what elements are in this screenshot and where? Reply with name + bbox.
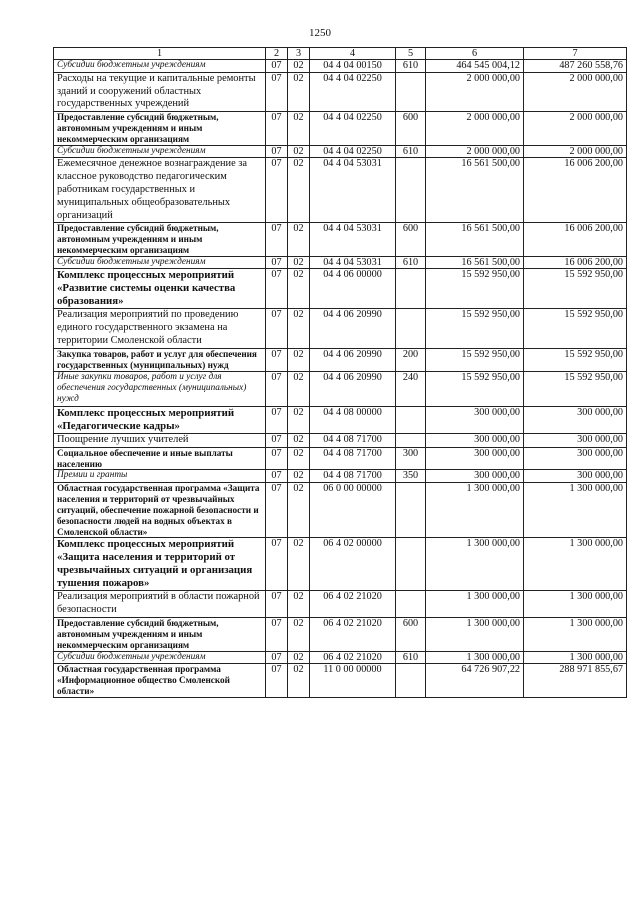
row-subsection-cell: 02 [288,591,310,618]
row-section-cell: 07 [266,664,288,698]
row-name-cell: Поощрение лучших учителей [54,433,266,447]
row-amount-year1-cell: 1 300 000,00 [426,482,524,538]
table-row [54,60,627,72]
row-expense-type-cell: 610 [396,257,426,269]
row-target-code-cell: 04 4 04 53031 [310,223,396,257]
row-expense-type-cell: 240 [396,371,426,406]
row-amount-year2-cell: 288 971 855,67 [524,664,627,698]
row-amount-year1-cell: 16 561 500,00 [426,158,524,223]
row-subsection-cell: 02 [288,309,310,348]
table-row [54,591,627,618]
row-section-cell: 07 [266,112,288,146]
row-amount-year1-cell: 15 592 950,00 [426,309,524,348]
row-section-cell: 07 [266,538,288,591]
row-subsection-cell: 02 [288,433,310,447]
row-amount-year1-cell: 464 545 004,12 [426,60,524,72]
row-expense-type-cell [396,72,426,111]
row-target-code-cell: 04 4 08 71700 [310,447,396,470]
row-amount-year2-cell: 16 006 200,00 [524,257,627,269]
table-row [54,406,627,433]
row-subsection-cell: 02 [288,371,310,406]
row-section-cell: 07 [266,269,288,309]
table-row [54,309,627,348]
row-name-cell: Предоставление субсидий бюджетным, автономным учреждениям и иным некоммерческим организациям [54,618,266,652]
row-section-cell: 07 [266,158,288,223]
row-expense-type-cell: 610 [396,60,426,72]
row-amount-year2-cell: 15 592 950,00 [524,309,627,348]
row-subsection-cell: 02 [288,618,310,652]
row-section-cell: 07 [266,651,288,663]
row-expense-type-cell: 350 [396,470,426,482]
row-subsection-cell: 02 [288,223,310,257]
row-name-cell: Комплекс процессных мероприятий «Развитие системы оценки качества образования» [54,269,266,309]
row-name-cell: Реализация мероприятий в области пожарной безопасности [54,591,266,618]
row-amount-year2-cell: 1 300 000,00 [524,482,627,538]
row-name-cell: Предоставление субсидий бюджетным, автономным учреждениям и иным некоммерческим организациям [54,223,266,257]
row-target-code-cell: 11 0 00 00000 [310,664,396,698]
row-subsection-cell: 02 [288,406,310,433]
row-name-cell: Премии и гранты [54,470,266,482]
row-amount-year1-cell: 2 000 000,00 [426,72,524,111]
row-amount-year2-cell: 1 300 000,00 [524,651,627,663]
row-target-code-cell: 04 4 04 00150 [310,60,396,72]
table-row [54,112,627,146]
row-expense-type-cell [396,591,426,618]
row-expense-type-cell [396,482,426,538]
row-amount-year1-cell: 2 000 000,00 [426,145,524,157]
row-target-code-cell: 06 4 02 21020 [310,618,396,652]
row-amount-year2-cell: 300 000,00 [524,433,627,447]
row-amount-year2-cell: 16 006 200,00 [524,223,627,257]
row-expense-type-cell [396,269,426,309]
header-cell-3: 3 [288,48,310,60]
page-number: 1250 [309,27,331,39]
row-name-cell: Комплекс процессных мероприятий «Защита населения и территорий от чрезвычайных ситуаций и организация тушения пожаров» [54,538,266,591]
header-cell-4: 4 [310,48,396,60]
row-amount-year1-cell: 1 300 000,00 [426,618,524,652]
table-row [54,145,627,157]
header-cell-7: 7 [524,48,627,60]
row-amount-year2-cell: 2 000 000,00 [524,145,627,157]
table-row [54,447,627,470]
row-amount-year2-cell: 300 000,00 [524,406,627,433]
row-amount-year1-cell: 1 300 000,00 [426,538,524,591]
table-row [54,482,627,538]
row-expense-type-cell: 600 [396,618,426,652]
row-subsection-cell: 02 [288,664,310,698]
row-section-cell: 07 [266,145,288,157]
row-amount-year2-cell: 15 592 950,00 [524,371,627,406]
row-subsection-cell: 02 [288,348,310,371]
row-section-cell: 07 [266,257,288,269]
row-amount-year1-cell: 16 561 500,00 [426,223,524,257]
table-row [54,269,627,309]
row-name-cell: Комплекс процессных мероприятий «Педагогические кадры» [54,406,266,433]
row-amount-year1-cell: 300 000,00 [426,406,524,433]
row-amount-year2-cell: 1 300 000,00 [524,538,627,591]
row-expense-type-cell: 600 [396,223,426,257]
row-expense-type-cell: 300 [396,447,426,470]
row-name-cell: Субсидии бюджетным учреждениям [54,257,266,269]
table-row [54,470,627,482]
row-amount-year2-cell: 300 000,00 [524,470,627,482]
row-section-cell: 07 [266,60,288,72]
row-expense-type-cell [396,309,426,348]
table-row [54,651,627,663]
row-expense-type-cell: 200 [396,348,426,371]
row-amount-year2-cell: 1 300 000,00 [524,618,627,652]
row-section-cell: 07 [266,406,288,433]
row-subsection-cell: 02 [288,72,310,111]
row-name-cell: Субсидии бюджетным учреждениям [54,651,266,663]
row-expense-type-cell: 610 [396,145,426,157]
header-cell-5: 5 [396,48,426,60]
row-name-cell: Предоставление субсидий бюджетным, автономным учреждениям и иным некоммерческим организациям [54,112,266,146]
row-expense-type-cell [396,406,426,433]
row-target-code-cell: 06 4 02 00000 [310,538,396,591]
row-amount-year1-cell: 15 592 950,00 [426,371,524,406]
row-target-code-cell: 06 0 00 00000 [310,482,396,538]
header-cell-1: 1 [54,48,266,60]
row-subsection-cell: 02 [288,158,310,223]
table-row [54,538,627,591]
row-amount-year1-cell: 1 300 000,00 [426,651,524,663]
row-section-cell: 07 [266,433,288,447]
row-subsection-cell: 02 [288,538,310,591]
row-name-cell: Закупка товаров, работ и услуг для обеспечения государственных (муниципальных) нужд [54,348,266,371]
table-row [54,664,627,698]
row-section-cell: 07 [266,591,288,618]
row-name-cell: Ежемесячное денежное вознаграждение за классное руководство педагогическим работникам государственных и муниципальных общеобразовательных организаций [54,158,266,223]
row-subsection-cell: 02 [288,60,310,72]
row-amount-year2-cell: 16 006 200,00 [524,158,627,223]
row-subsection-cell: 02 [288,145,310,157]
row-section-cell: 07 [266,348,288,371]
row-amount-year2-cell: 2 000 000,00 [524,112,627,146]
budget-table [53,47,627,698]
row-name-cell: Областная государственная программа «Информационное общество Смоленской области» [54,664,266,698]
row-section-cell: 07 [266,618,288,652]
row-amount-year1-cell: 16 561 500,00 [426,257,524,269]
row-amount-year1-cell: 1 300 000,00 [426,591,524,618]
row-amount-year2-cell: 1 300 000,00 [524,591,627,618]
row-name-cell: Расходы на текущие и капитальные ремонты зданий и сооружений областных государственных учреждений [54,72,266,111]
table-row [54,618,627,652]
row-amount-year2-cell: 15 592 950,00 [524,348,627,371]
row-name-cell: Иные закупки товаров, работ и услуг для обеспечения государственных (муниципальных) нужд [54,371,266,406]
header-cell-2: 2 [266,48,288,60]
row-subsection-cell: 02 [288,257,310,269]
row-target-code-cell: 06 4 02 21020 [310,651,396,663]
row-target-code-cell: 04 4 04 02250 [310,145,396,157]
row-target-code-cell: 04 4 04 02250 [310,112,396,146]
row-name-cell: Реализация мероприятий по проведению единого государственного экзамена на территории Смоленской области [54,309,266,348]
row-amount-year2-cell: 300 000,00 [524,447,627,470]
row-target-code-cell: 04 4 08 71700 [310,470,396,482]
row-subsection-cell: 02 [288,269,310,309]
row-amount-year2-cell: 487 260 558,76 [524,60,627,72]
table-row [54,223,627,257]
row-amount-year1-cell: 64 726 907,22 [426,664,524,698]
row-section-cell: 07 [266,371,288,406]
row-expense-type-cell [396,664,426,698]
row-name-cell: Областная государственная программа «Защита населения и территорий от чрезвычайных ситуаций, обеспечение пожарной безопасности и безопасности людей на водных объектах в Смоленской области» [54,482,266,538]
row-amount-year1-cell: 300 000,00 [426,433,524,447]
row-expense-type-cell [396,433,426,447]
row-section-cell: 07 [266,447,288,470]
table-row [54,348,627,371]
row-target-code-cell: 04 4 06 20990 [310,371,396,406]
row-name-cell: Социальное обеспечение и иные выплаты населению [54,447,266,470]
row-section-cell: 07 [266,72,288,111]
row-section-cell: 07 [266,482,288,538]
table-row [54,72,627,111]
row-target-code-cell: 06 4 02 21020 [310,591,396,618]
row-subsection-cell: 02 [288,470,310,482]
row-subsection-cell: 02 [288,651,310,663]
row-target-code-cell: 04 4 06 20990 [310,348,396,371]
row-target-code-cell: 04 4 04 53031 [310,158,396,223]
row-section-cell: 07 [266,470,288,482]
row-expense-type-cell: 610 [396,651,426,663]
row-amount-year1-cell: 300 000,00 [426,470,524,482]
header-row [54,48,627,60]
row-name-cell: Субсидии бюджетным учреждениям [54,60,266,72]
row-section-cell: 07 [266,309,288,348]
row-amount-year1-cell: 15 592 950,00 [426,348,524,371]
row-expense-type-cell [396,538,426,591]
row-subsection-cell: 02 [288,112,310,146]
row-subsection-cell: 02 [288,447,310,470]
row-target-code-cell: 04 4 08 00000 [310,406,396,433]
row-amount-year1-cell: 15 592 950,00 [426,269,524,309]
table-row [54,257,627,269]
row-amount-year2-cell: 15 592 950,00 [524,269,627,309]
row-amount-year1-cell: 300 000,00 [426,447,524,470]
row-subsection-cell: 02 [288,482,310,538]
row-target-code-cell: 04 4 04 02250 [310,72,396,111]
row-target-code-cell: 04 4 06 00000 [310,269,396,309]
row-section-cell: 07 [266,223,288,257]
row-expense-type-cell [396,158,426,223]
row-target-code-cell: 04 4 06 20990 [310,309,396,348]
row-amount-year2-cell: 2 000 000,00 [524,72,627,111]
row-name-cell: Субсидии бюджетным учреждениям [54,145,266,157]
table-row [54,158,627,223]
table-row [54,371,627,406]
table-row [54,433,627,447]
row-target-code-cell: 04 4 04 53031 [310,257,396,269]
row-amount-year1-cell: 2 000 000,00 [426,112,524,146]
row-target-code-cell: 04 4 08 71700 [310,433,396,447]
row-expense-type-cell: 600 [396,112,426,146]
header-cell-6: 6 [426,48,524,60]
